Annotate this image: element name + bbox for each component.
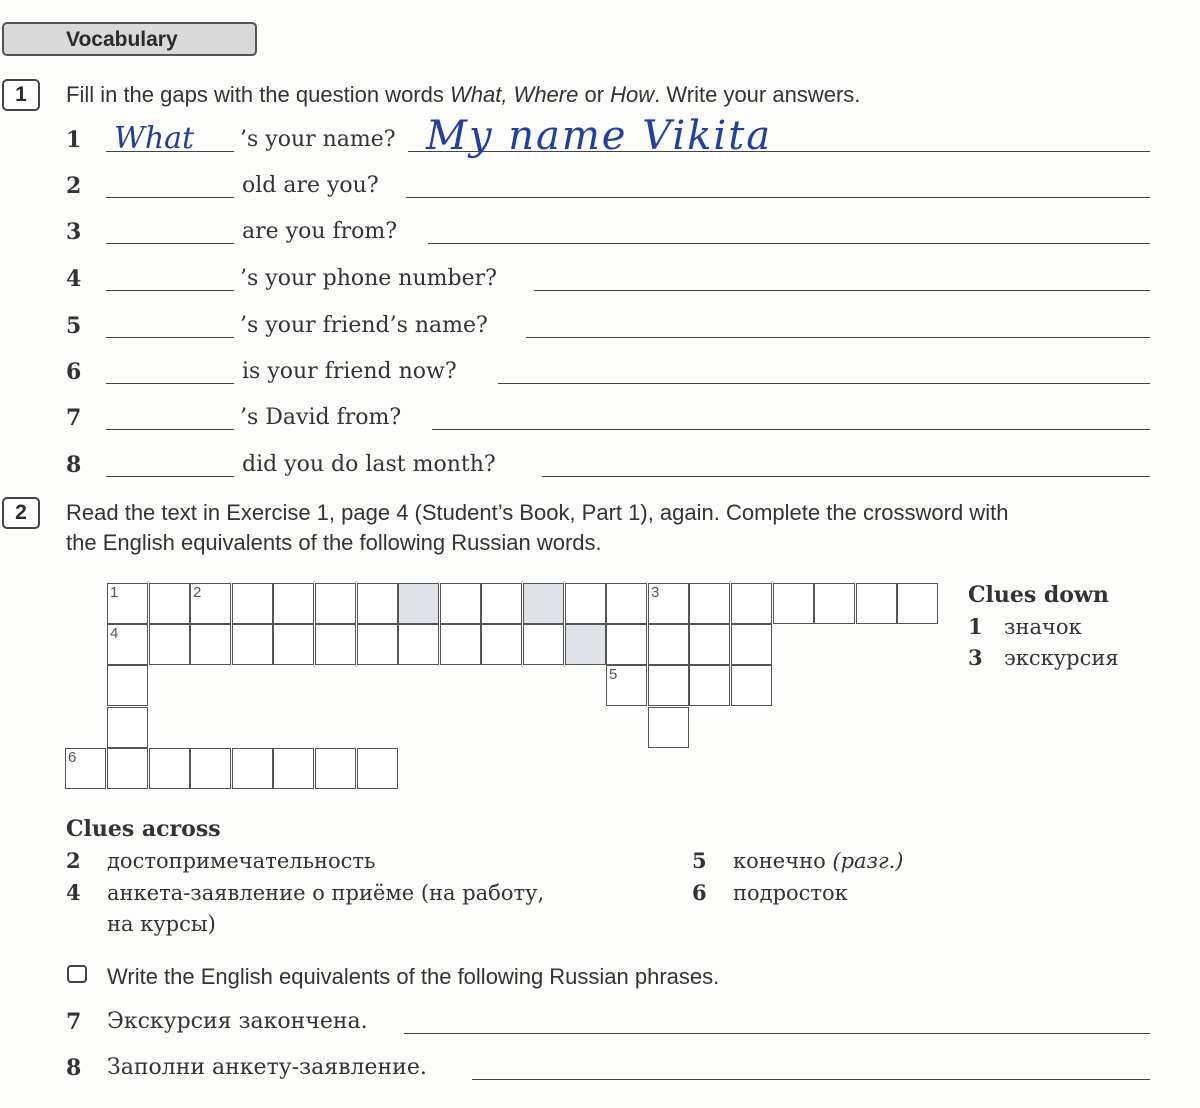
crossword-cell[interactable]	[481, 583, 522, 624]
crossword-cell[interactable]	[648, 665, 689, 706]
question-row	[66, 173, 1150, 209]
question-row	[66, 266, 1150, 302]
answer-line[interactable]	[404, 1033, 1150, 1034]
task-checkbox[interactable]	[67, 965, 87, 983]
answer-line[interactable]	[432, 429, 1150, 430]
crossword-cell[interactable]	[606, 583, 647, 624]
clue-across-item: на курсы)	[107, 912, 216, 936]
crossword-cell[interactable]	[440, 583, 481, 624]
question-text: are you from?	[242, 219, 398, 244]
crossword-cell[interactable]	[398, 583, 439, 624]
question-word-gap[interactable]	[106, 383, 234, 384]
crossword-cell[interactable]	[814, 583, 855, 624]
answer-line[interactable]	[428, 243, 1150, 244]
exercise-1-instruction: Fill in the gaps with the question words What, Where or How. Write your answers.	[66, 82, 861, 107]
question-word-gap[interactable]	[106, 429, 234, 430]
exercise-number-2: 2	[2, 497, 40, 529]
crossword-cell[interactable]	[149, 624, 190, 665]
phrase-number: 7	[66, 1009, 82, 1035]
crossword-cell[interactable]	[273, 583, 314, 624]
crossword-cell[interactable]	[856, 583, 897, 624]
exercise-number-1: 1	[2, 79, 40, 111]
question-text: ’s your name?	[240, 127, 396, 152]
crossword-cell[interactable]	[565, 583, 606, 624]
clue-across-item: 6 подросток	[692, 880, 848, 905]
crossword-cell[interactable]	[149, 583, 190, 624]
question-word-gap[interactable]	[106, 476, 234, 477]
crossword-cell[interactable]	[315, 624, 356, 665]
crossword-cell[interactable]	[523, 583, 564, 624]
question-row	[66, 313, 1150, 349]
question-number: 7	[66, 405, 82, 431]
clues-down-title: Clues down	[968, 582, 1109, 608]
crossword-cell[interactable]	[523, 624, 564, 665]
exercise-2-instruction-line-2: the English equivalents of the following Russian words.	[66, 530, 602, 555]
question-text: is your friend now?	[242, 359, 457, 384]
section-title: Vocabulary	[66, 28, 178, 51]
crossword-cell[interactable]	[190, 748, 231, 789]
crossword-cell[interactable]	[273, 624, 314, 665]
crossword-cell[interactable]	[190, 624, 231, 665]
crossword-clue-number: 1	[110, 584, 119, 601]
crossword-cell[interactable]	[565, 624, 606, 665]
clue-down-item: 3 экскурсия	[968, 645, 1119, 670]
handwritten-answer: My name Vikita	[426, 113, 773, 159]
crossword-cell[interactable]	[398, 624, 439, 665]
crossword-clue-number: 5	[609, 666, 618, 683]
crossword-cell[interactable]	[689, 624, 730, 665]
question-word-gap[interactable]	[106, 243, 234, 244]
section-header	[2, 22, 257, 56]
crossword-cell[interactable]	[897, 583, 938, 624]
crossword-cell[interactable]	[65, 748, 106, 789]
crossword-clue-number: 3	[651, 584, 660, 601]
phrase-text: Заполни анкету-заявление.	[107, 1055, 427, 1080]
crossword-cell[interactable]	[107, 707, 148, 748]
crossword-cell[interactable]	[481, 624, 522, 665]
handwritten-gap-answer: What	[114, 121, 195, 156]
question-number: 4	[66, 266, 82, 292]
crossword-cell[interactable]	[315, 748, 356, 789]
question-row	[66, 219, 1150, 255]
question-word-gap[interactable]	[106, 290, 234, 291]
question-number: 1	[66, 127, 82, 153]
crossword-cell[interactable]	[731, 665, 772, 706]
crossword-cell[interactable]	[232, 624, 273, 665]
answer-line[interactable]	[406, 197, 1150, 198]
question-row	[66, 113, 1150, 163]
crossword-cell[interactable]	[107, 624, 148, 665]
question-text: did you do last month?	[242, 452, 496, 477]
crossword-cell[interactable]	[273, 748, 314, 789]
phrases-instruction: Write the English equivalents of the following Russian phrases.	[107, 964, 720, 989]
crossword-clue-number: 2	[193, 584, 202, 601]
crossword-cell[interactable]	[648, 583, 689, 624]
question-number: 2	[66, 173, 82, 199]
crossword-cell[interactable]	[107, 748, 148, 789]
crossword-cell[interactable]	[190, 583, 231, 624]
question-text: ’s your phone number?	[240, 266, 497, 291]
phrase-row-8	[66, 1055, 1150, 1091]
question-word-gap[interactable]	[106, 197, 234, 198]
question-text: old are you?	[242, 173, 379, 198]
crossword-cell[interactable]	[731, 624, 772, 665]
question-number: 3	[66, 219, 82, 245]
crossword-cell[interactable]	[731, 583, 772, 624]
crossword-cell[interactable]	[107, 665, 148, 706]
phrase-row-7	[66, 1009, 1150, 1045]
crossword-cell[interactable]	[648, 624, 689, 665]
clue-down-item: 1 значок	[968, 614, 1082, 639]
crossword-cell[interactable]	[232, 583, 273, 624]
crossword-cell[interactable]	[357, 583, 398, 624]
crossword-cell[interactable]	[315, 583, 356, 624]
answer-line[interactable]	[498, 383, 1150, 384]
crossword-cell[interactable]	[648, 707, 689, 748]
crossword-cell[interactable]	[357, 624, 398, 665]
question-row	[66, 452, 1150, 488]
crossword-cell[interactable]	[149, 748, 190, 789]
crossword-clue-number: 6	[68, 749, 77, 766]
crossword-cell[interactable]	[107, 583, 148, 624]
crossword-clue-number: 4	[110, 625, 119, 642]
crossword-cell[interactable]	[232, 748, 273, 789]
question-text: ’s David from?	[240, 405, 402, 430]
question-row	[66, 405, 1150, 441]
crossword-cell[interactable]	[689, 665, 730, 706]
crossword-cell[interactable]	[689, 583, 730, 624]
crossword-cell[interactable]	[606, 665, 647, 706]
clue-across-item: 5 конечно (разг.)	[692, 848, 904, 873]
clues-across-title: Clues across	[66, 816, 221, 842]
question-row	[66, 359, 1150, 395]
question-word-gap[interactable]	[106, 337, 234, 338]
crossword-cell[interactable]	[773, 583, 814, 624]
clue-across-item: 2 достопримечательность	[66, 848, 376, 873]
exercise-2-instruction-line-1: Read the text in Exercise 1, page 4 (Student’s Book, Part 1), again. Complete the crossword with	[66, 500, 1009, 525]
answer-line[interactable]	[472, 1079, 1150, 1080]
phrase-text: Экскурсия закончена.	[107, 1009, 368, 1034]
question-number: 6	[66, 359, 82, 385]
question-number: 8	[66, 452, 82, 478]
phrase-number: 8	[66, 1055, 82, 1081]
crossword-cell[interactable]	[357, 748, 398, 789]
answer-line[interactable]	[534, 290, 1150, 291]
answer-line[interactable]	[542, 476, 1150, 477]
answer-line[interactable]	[526, 337, 1150, 338]
crossword-cell[interactable]	[440, 624, 481, 665]
clue-across-item: 4 анкета-заявление о приёме (на работу,	[66, 880, 545, 905]
question-text: ’s your friend’s name?	[240, 313, 488, 338]
crossword-cell[interactable]	[606, 624, 647, 665]
question-number: 5	[66, 313, 82, 339]
